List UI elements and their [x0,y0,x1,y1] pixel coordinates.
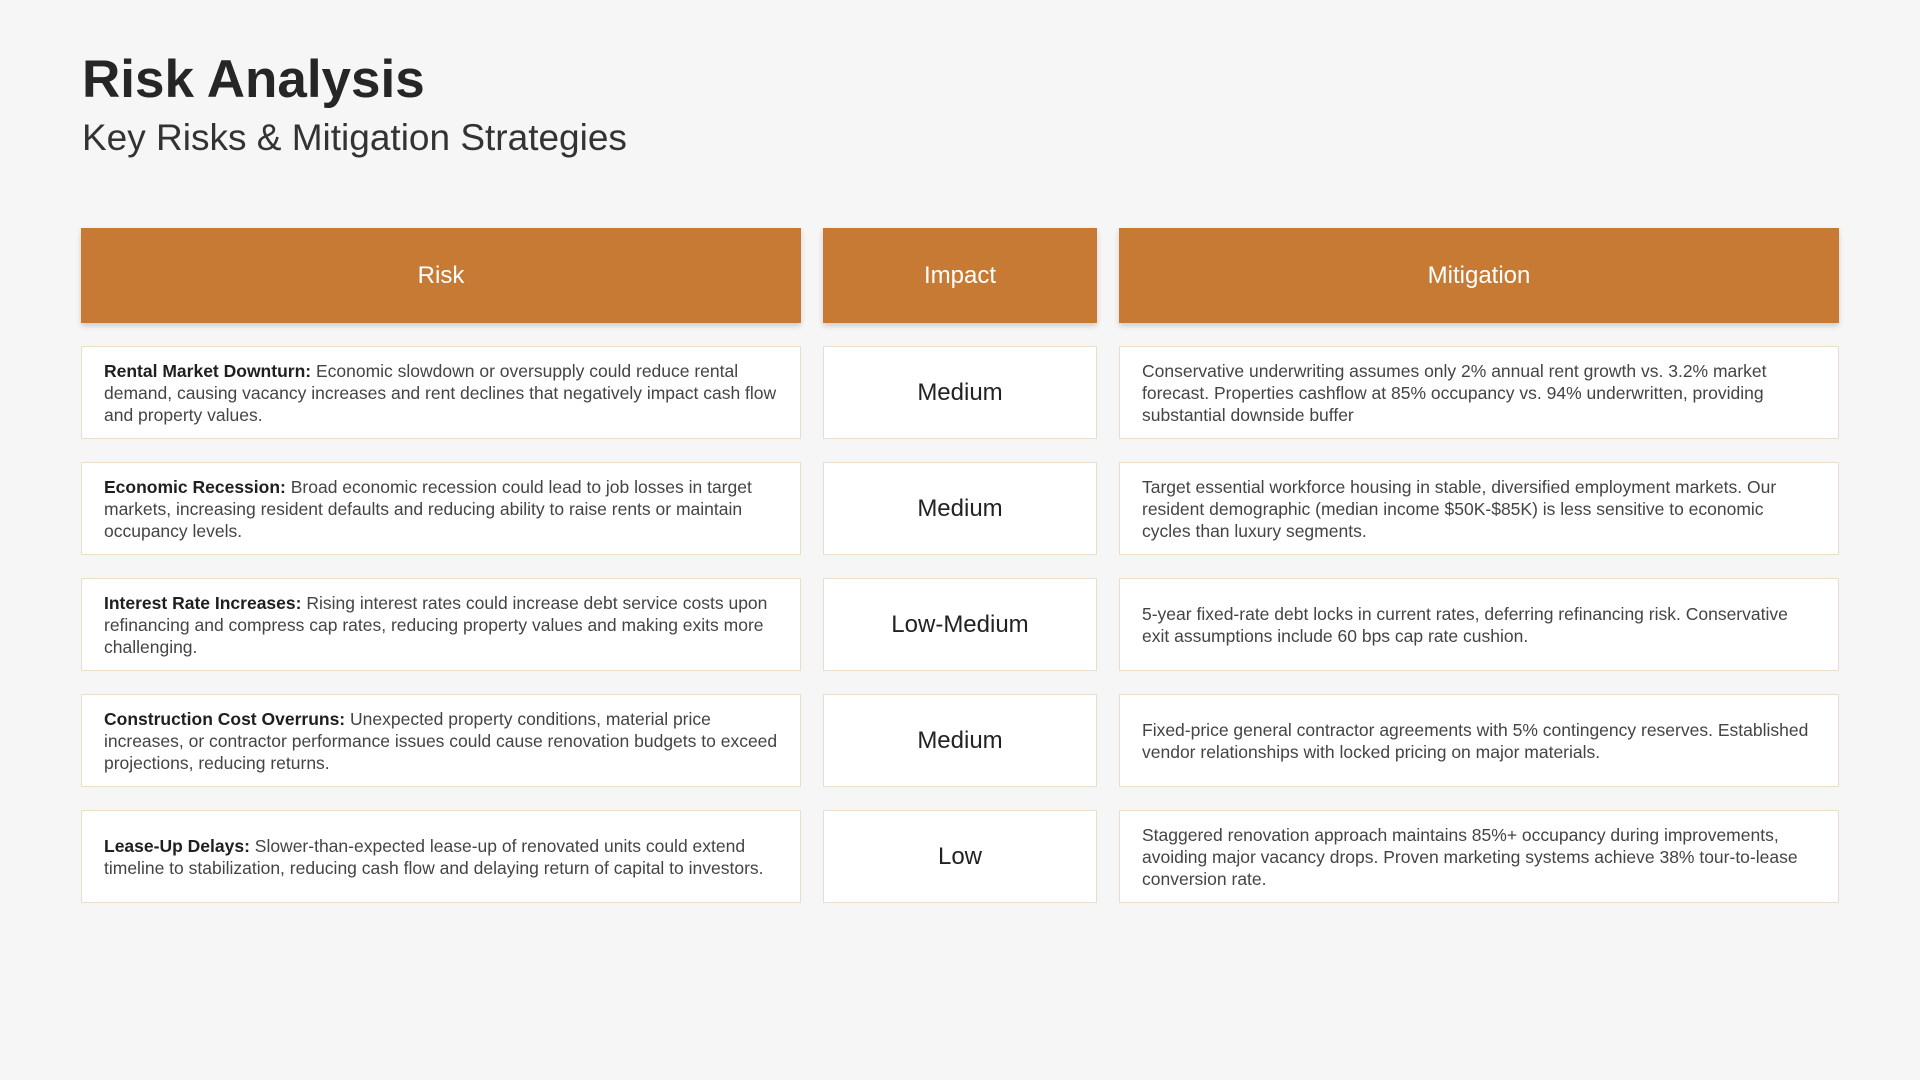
risk-cell [81,578,801,671]
impact-cell: Medium [823,694,1097,787]
risk-name: Lease-Up Delays: [104,835,250,856]
impact-cell: Low [823,810,1097,903]
mitigation-text: Target essential workforce housing in stable, diversified employment markets. Our resident demographic (median income $50K-$85K) is less sensitive to economic cycles than luxury segments. [1142,476,1777,541]
risk-description: Economic slowdown or oversupply could reduce rental demand, causing vacancy increases and rent declines that negatively impact cash flow and property values. [104,360,777,425]
risk-name: Construction Cost Overruns: [104,708,346,729]
mitigation-cell [1119,578,1839,671]
risk-description: Rising interest rates could increase debt service costs upon refinancing and compress cap rates, reducing property values and making exits more challenging. [104,592,768,657]
page-title: Risk Analysis [82,50,425,109]
mitigation-text: Staggered renovation approach maintains 85%+ occupancy during improvements, avoiding major vacancy drops. Proven marketing systems achieve 38% tour-to-lease conversion rate. [1142,824,1798,889]
mitigation-cell [1119,694,1839,787]
column-header-mitigation: Mitigation [1119,228,1839,323]
risk-cell [81,346,801,439]
slide-header [82,48,627,162]
risk-text [104,476,778,542]
column-header-risk: Risk [81,228,801,323]
risk-cell [81,810,801,903]
mitigation-cell [1119,810,1839,903]
risk-name: Rental Market Downturn: [104,360,312,381]
impact-cell: Medium [823,346,1097,439]
risk-name: Economic Recession: [104,476,286,497]
risk-description: Slower-than-expected lease-up of renovated units could extend timeline to stabilization, reducing cash flow and delaying return of capital to investors. [104,835,764,878]
mitigation-text: 5-year fixed-rate debt locks in current rates, deferring refinancing risk. Conservative exit assumptions include 60 bps cap rate cushion. [1142,603,1788,646]
column-header-impact: Impact [823,228,1097,323]
impact-cell: Low-Medium [823,578,1097,671]
risk-cell [81,462,801,555]
risk-table [81,228,1840,903]
mitigation-cell [1119,462,1839,555]
mitigation-cell [1119,346,1839,439]
risk-text [104,708,778,774]
risk-text [104,835,778,879]
risk-cell [81,694,801,787]
mitigation-text: Conservative underwriting assumes only 2% annual rent growth vs. 3.2% market forecast. Properties cashflow at 85% occupancy vs. 94% underwritten, providing substantial downside buffer [1142,360,1767,425]
impact-cell: Medium [823,462,1097,555]
page-subtitle: Key Risks & Mitigation Strategies [82,117,627,158]
risk-text [104,592,778,658]
mitigation-text: Fixed-price general contractor agreements with 5% contingency reserves. Established vendor relationships with locked pricing on major materials. [1142,719,1809,762]
risk-description: Unexpected property conditions, material price increases, or contractor performance issues could cause renovation budgets to exceed projections, reducing returns. [104,708,778,773]
risk-description: Broad economic recession could lead to job losses in target markets, increasing resident defaults and reducing ability to raise rents or maintain occupancy levels. [104,476,752,541]
risk-name: Interest Rate Increases: [104,592,302,613]
risk-text [104,360,778,426]
